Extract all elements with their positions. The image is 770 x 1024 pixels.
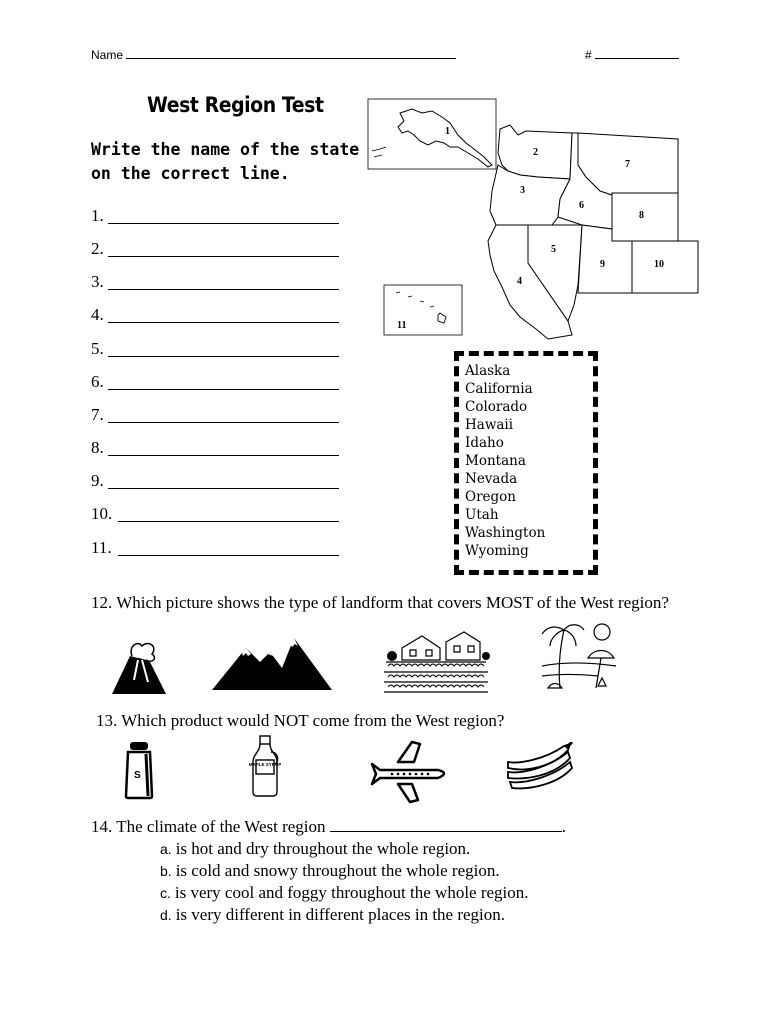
answer-line-4[interactable] [108, 322, 339, 323]
answer-line-8[interactable] [108, 455, 339, 456]
answer-number: 11. [91, 538, 112, 557]
instructions: Write the name of the state on the correct line. [91, 140, 360, 183]
answer-number: 1. [91, 206, 104, 225]
option-text: is very different in different places in the region. [175, 905, 506, 924]
name-field[interactable] [126, 48, 456, 59]
option-text: is cold and snowy throughout the whole region. [175, 861, 500, 880]
option-letter: b. [160, 863, 172, 879]
answer-number: 6. [91, 372, 104, 391]
map-label-2: 2 [533, 147, 538, 158]
farmland-picture[interactable] [382, 628, 490, 694]
name-label: Name [91, 48, 124, 62]
number-field[interactable] [595, 48, 679, 59]
answer-line-1[interactable] [108, 223, 339, 224]
answer-line-6[interactable] [108, 389, 339, 390]
option-a[interactable] [160, 838, 470, 860]
answer-number: 10. [91, 504, 113, 523]
map-label-5: 5 [551, 244, 556, 255]
word-bank-item: Wyoming [465, 543, 529, 559]
map-label-9: 9 [600, 259, 605, 270]
option-d[interactable] [160, 904, 505, 926]
salt-label: S [134, 770, 141, 781]
airplane-picture[interactable] [368, 740, 452, 806]
map-label-4: 4 [517, 276, 522, 287]
map-label-3: 3 [520, 185, 525, 196]
maple-syrup-picture[interactable] [247, 734, 283, 798]
word-bank-item: Washington [465, 525, 546, 541]
bananas-picture[interactable] [504, 742, 578, 796]
question-12: 12. Which picture shows the type of landform that covers MOST of the West region? [91, 593, 669, 612]
option-letter: a. [160, 841, 172, 857]
word-bank-item: Oregon [465, 489, 516, 505]
number-label-row [585, 48, 679, 62]
answer-number: 5. [91, 339, 104, 358]
map-label-10: 10 [654, 259, 664, 270]
volcano-picture[interactable] [108, 636, 168, 696]
map-label-6: 6 [579, 200, 584, 211]
word-bank-item: Hawaii [465, 417, 514, 433]
beach-picture[interactable] [538, 618, 618, 698]
word-bank-item: Colorado [465, 399, 528, 415]
answer-number: 9. [91, 471, 104, 490]
question-14-text: 14. The climate of the West region [91, 817, 326, 836]
option-c[interactable] [160, 882, 529, 904]
question-14 [91, 816, 566, 838]
question-13: 13. Which product would NOT come from the West region? [96, 711, 505, 730]
answer-line-5[interactable] [108, 356, 339, 357]
answer-line-3[interactable] [108, 289, 339, 290]
page-title: West Region Test [147, 93, 324, 117]
word-bank-item: Montana [465, 453, 526, 469]
map-label-11: 11 [397, 320, 407, 331]
option-text: is very cool and foggy throughout the whole region. [174, 883, 529, 902]
word-bank-item: Alaska [465, 363, 511, 379]
mountains-picture[interactable] [210, 634, 334, 692]
word-bank [454, 351, 598, 575]
word-bank-item: California [465, 381, 533, 397]
option-b[interactable] [160, 860, 500, 882]
west-region-map [360, 95, 705, 345]
syrup-label: MAPLE SYRUP [248, 762, 282, 767]
answer-line-7[interactable] [108, 422, 339, 423]
answer-line-9[interactable] [108, 488, 339, 489]
name-label-row [91, 48, 456, 62]
answer-number: 3. [91, 272, 104, 291]
map-label-1: 1 [445, 126, 450, 137]
answer-number: 8. [91, 438, 104, 457]
word-bank-item: Utah [465, 507, 499, 523]
option-letter: d. [160, 907, 172, 923]
number-label: # [585, 48, 592, 62]
climate-answer-field[interactable] [330, 819, 562, 832]
answer-line-2[interactable] [108, 256, 339, 257]
question-14-end: . [561, 817, 567, 836]
word-bank-item: Nevada [465, 471, 518, 487]
answer-line-10[interactable] [118, 521, 339, 522]
answer-number: 2. [91, 239, 104, 258]
salt-shaker-picture[interactable] [122, 740, 156, 800]
answer-number: 4. [91, 305, 104, 324]
answer-number: 7. [91, 405, 104, 424]
map-label-8: 8 [639, 210, 644, 221]
map-label-7: 7 [625, 159, 630, 170]
word-bank-item: Idaho [465, 435, 504, 451]
option-text: is hot and dry throughout the whole region. [175, 839, 471, 858]
answer-line-11[interactable] [118, 555, 339, 556]
option-letter: c. [160, 885, 171, 901]
